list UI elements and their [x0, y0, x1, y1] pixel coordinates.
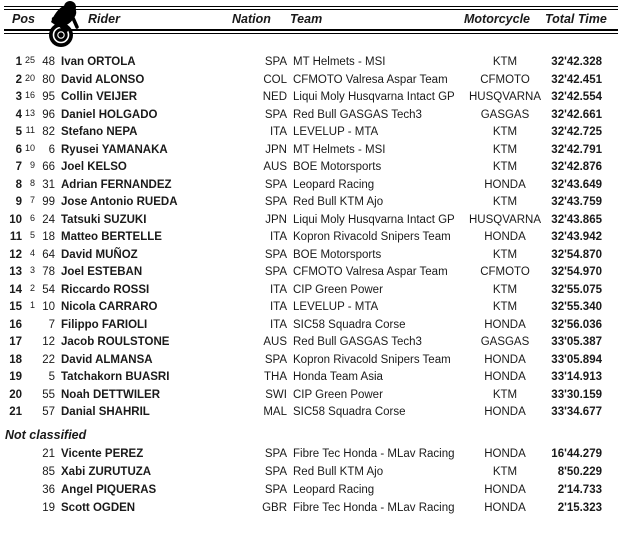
motorcycle-cell: HONDA — [484, 353, 526, 366]
pos-cell: 11 — [9, 231, 22, 243]
motorcycle-cell: HONDA — [484, 178, 526, 191]
motorcycle-cell: HUSQVARNA — [469, 213, 541, 226]
points-cell: 20 — [24, 72, 35, 83]
team-cell: LEVELUP - MTA — [293, 126, 379, 138]
nation-cell: ITA — [269, 126, 287, 138]
points-cell: 6 — [29, 212, 35, 223]
results-header — [0, 0, 623, 46]
result-row — [0, 54, 623, 72]
total-time-cell: 32'55.340 — [551, 301, 602, 313]
result-row — [0, 317, 623, 335]
team-cell: Red Bull KTM Ajo — [293, 196, 384, 208]
motorcycle-cell: GASGAS — [480, 336, 530, 348]
rider-number-cell: 96 — [42, 108, 55, 121]
rider-number-cell: 12 — [42, 336, 55, 348]
rider-name-cell: Daniel HOLGADO — [61, 108, 158, 121]
total-time-cell: 32'42.876 — [551, 161, 602, 173]
result-row — [0, 282, 623, 300]
rider-number-cell: 66 — [42, 161, 55, 173]
motorcycle-cell: HONDA — [484, 231, 526, 243]
result-row — [0, 352, 623, 370]
pos-cell: 8 — [15, 178, 22, 191]
total-time-cell: 32'42.661 — [551, 108, 602, 121]
total-time-cell: 33'05.387 — [551, 336, 602, 348]
pos-cell — [0, 482, 22, 500]
rider-name-cell: Ivan ORTOLA — [61, 56, 136, 68]
points-cell — [22, 482, 36, 500]
points-cell — [22, 334, 36, 352]
result-row — [0, 89, 623, 107]
header-top-line-1 — [4, 6, 618, 7]
rider-number-cell: 5 — [48, 371, 55, 383]
rider-number-cell: 24 — [42, 213, 55, 226]
points-cell — [22, 404, 36, 422]
results-table-body — [0, 54, 623, 422]
points-cell — [22, 464, 36, 482]
pos-cell: 6 — [15, 143, 22, 156]
team-cell: Liqui Moly Husqvarna Intact GP — [293, 213, 455, 226]
points-cell — [22, 387, 36, 405]
rider-name-cell: Matteo BERTELLE — [61, 231, 162, 243]
nation-cell: ITA — [269, 318, 287, 331]
results-table — [0, 54, 623, 422]
rider-name-cell: Joel ESTEBAN — [61, 266, 143, 278]
rider-name-cell: Jose Antonio RUEDA — [61, 196, 178, 208]
rider-name-cell: David ALMANSA — [61, 353, 153, 366]
motorcycle-cell: KTM — [492, 388, 518, 401]
nation-cell: SWI — [265, 388, 287, 401]
motorcycle-cell: CFMOTO — [480, 266, 530, 278]
result-row — [0, 264, 623, 282]
rider-name-cell: Joel KELSO — [61, 161, 127, 173]
motorcycle-cell: HUSQVARNA — [469, 91, 541, 103]
pos-cell: 20 — [9, 388, 22, 401]
result-row — [0, 124, 623, 142]
team-cell: LEVELUP - MTA — [293, 301, 379, 313]
rider-number-cell: 95 — [42, 91, 55, 103]
column-header-rider: Rider — [88, 12, 120, 26]
column-header-total-time: Total Time — [545, 12, 607, 26]
not-classified-table — [0, 446, 623, 518]
team-cell: SIC58 Squadra Corse — [293, 406, 406, 418]
total-time-cell: 32'42.725 — [551, 126, 602, 138]
pos-cell — [0, 500, 22, 518]
points-cell: 2 — [29, 282, 35, 293]
pos-cell: 7 — [15, 161, 22, 173]
rider-name-cell: Danial SHAHRIL — [61, 406, 150, 418]
points-cell: 16 — [24, 90, 35, 100]
points-cell: 10 — [24, 142, 35, 153]
rider-name-cell: Angel PIQUERAS — [61, 484, 157, 497]
result-row — [0, 369, 623, 387]
pos-cell: 18 — [9, 353, 22, 366]
rider-name-cell: Stefano NEPA — [61, 126, 138, 138]
total-time-cell: 32'43.865 — [551, 213, 602, 226]
total-time-cell: 32'54.870 — [551, 248, 602, 261]
nation-cell: SPA — [264, 196, 287, 208]
team-cell: Kopron Rivacold Snipers Team — [293, 353, 451, 366]
result-row — [0, 334, 623, 352]
rider-name-cell: Tatsuki SUZUKI — [61, 213, 147, 226]
header-top-line-2 — [4, 9, 618, 10]
result-row — [0, 142, 623, 160]
nation-cell: JPN — [265, 143, 287, 156]
points-cell: 3 — [29, 265, 35, 275]
header-bottom-line-2 — [4, 33, 618, 34]
rider-number-cell: 80 — [42, 73, 55, 86]
total-time-cell: 32'43.942 — [551, 231, 602, 243]
rider-name-cell: Xabi ZURUTUZA — [61, 466, 152, 479]
total-time-cell: 32'55.075 — [551, 283, 602, 296]
motorcycle-cell: GASGAS — [480, 108, 530, 121]
nation-cell: SPA — [264, 248, 287, 261]
not-classified-row — [0, 464, 623, 482]
points-cell — [22, 317, 36, 335]
points-cell: 8 — [29, 177, 35, 188]
result-row — [0, 247, 623, 265]
nation-cell: SPA — [264, 484, 287, 497]
points-cell: 7 — [29, 195, 35, 205]
nation-cell: THA — [264, 371, 287, 383]
rider-name-cell: Tatchakorn BUASRI — [61, 371, 170, 383]
rider-name-cell: Scott OGDEN — [61, 502, 136, 515]
rider-name-cell: Riccardo ROSSI — [61, 283, 150, 296]
rider-number-cell: 19 — [42, 502, 55, 515]
result-row — [0, 387, 623, 405]
column-header-nation: Nation — [232, 12, 271, 26]
nation-cell: SPA — [264, 266, 287, 278]
total-time-cell: 33'05.894 — [551, 353, 602, 366]
rider-number-cell: 55 — [42, 388, 55, 401]
rider-number-cell: 57 — [42, 406, 55, 418]
total-time-cell: 32'42.554 — [551, 91, 602, 103]
total-time-cell: 32'43.759 — [551, 196, 602, 208]
rider-name-cell: David ALONSO — [61, 73, 145, 86]
points-cell: 11 — [25, 125, 35, 135]
motorcycle-cell: HONDA — [484, 371, 526, 383]
team-cell: Red Bull KTM Ajo — [293, 466, 384, 479]
motorcycle-cell: KTM — [492, 56, 518, 68]
total-time-cell: 32'42.328 — [551, 56, 602, 68]
motorcycle-cell: HONDA — [484, 318, 526, 331]
points-cell — [22, 500, 36, 518]
total-time-cell: 8'50.229 — [557, 466, 602, 479]
rider-number-cell: 48 — [42, 56, 55, 68]
team-cell: Leopard Racing — [293, 178, 375, 191]
rider-number-cell: 7 — [48, 318, 55, 331]
rider-number-cell: 82 — [42, 126, 55, 138]
pos-cell — [0, 464, 22, 482]
team-cell: MT Helmets - MSI — [293, 56, 386, 68]
rider-name-cell: Noah DETTWILER — [61, 388, 161, 401]
total-time-cell: 33'34.677 — [551, 406, 602, 418]
motorcycle-cell: KTM — [492, 301, 518, 313]
nation-cell: GBR — [262, 502, 287, 515]
header-bottom-line-1 — [4, 29, 618, 31]
pos-cell: 12 — [9, 248, 22, 261]
rider-number-cell: 22 — [42, 353, 55, 366]
team-cell: Kopron Rivacold Snipers Team — [293, 231, 451, 243]
motorcycle-cell: KTM — [492, 466, 518, 479]
rider-number-cell: 10 — [42, 301, 55, 313]
total-time-cell: 33'30.159 — [551, 388, 602, 401]
not-classified-label: Not classified — [5, 428, 87, 442]
rider-number-cell: 78 — [42, 266, 55, 278]
team-cell: SIC58 Squadra Corse — [293, 318, 406, 331]
rider-name-cell: Jacob ROULSTONE — [61, 336, 170, 348]
pos-cell: 4 — [15, 108, 22, 121]
result-row — [0, 299, 623, 317]
nation-cell: SPA — [264, 353, 287, 366]
team-cell: Red Bull GASGAS Tech3 — [293, 108, 422, 121]
nation-cell: SPA — [264, 108, 287, 121]
rider-name-cell: Filippo FARIOLI — [61, 318, 148, 331]
not-classified-table-body — [0, 446, 623, 518]
result-row — [0, 404, 623, 422]
pos-cell: 2 — [15, 73, 22, 86]
rider-number-cell: 85 — [42, 466, 55, 479]
result-row — [0, 229, 623, 247]
team-cell: BOE Motorsports — [293, 161, 382, 173]
rider-name-cell: Vicente PEREZ — [61, 448, 144, 461]
team-cell: BOE Motorsports — [293, 248, 382, 261]
total-time-cell: 2'14.733 — [557, 484, 602, 497]
team-cell: CIP Green Power — [293, 283, 383, 296]
rider-name-cell: Collin VEIJER — [61, 91, 138, 103]
result-row — [0, 107, 623, 125]
rider-name-cell: Nicola CARRARO — [61, 301, 158, 313]
rider-number-cell: 64 — [42, 248, 55, 261]
nation-cell: MAL — [263, 406, 287, 418]
pos-cell: 10 — [9, 213, 22, 226]
total-time-cell: 32'43.649 — [551, 178, 602, 191]
motorcycle-cell: KTM — [492, 283, 518, 296]
column-header-team: Team — [290, 12, 323, 26]
nation-cell: SPA — [264, 448, 287, 461]
not-classified-row — [0, 482, 623, 500]
points-cell: 4 — [29, 247, 35, 258]
rider-number-cell: 6 — [48, 143, 55, 156]
pos-cell: 21 — [9, 406, 22, 418]
rider-number-cell: 99 — [42, 196, 55, 208]
result-row — [0, 72, 623, 90]
motorcycle-rider-icon — [45, 0, 83, 48]
team-cell: Red Bull GASGAS Tech3 — [293, 336, 422, 348]
motorcycle-cell: HONDA — [484, 448, 526, 461]
pos-cell: 19 — [9, 371, 22, 383]
points-cell — [22, 446, 36, 464]
total-time-cell: 32'56.036 — [551, 318, 602, 331]
motorcycle-cell: HONDA — [484, 406, 526, 418]
motorcycle-cell: KTM — [492, 143, 518, 156]
total-time-cell: 2'15.323 — [557, 502, 602, 515]
not-classified-row — [0, 500, 623, 518]
pos-cell: 16 — [9, 318, 22, 331]
nation-cell: COL — [263, 73, 287, 86]
rider-name-cell: David MUÑOZ — [61, 248, 138, 261]
team-cell: CIP Green Power — [293, 388, 383, 401]
points-cell — [22, 369, 36, 387]
rider-number-cell: 36 — [42, 484, 55, 497]
pos-cell: 1 — [15, 56, 22, 68]
team-cell: MT Helmets - MSI — [293, 143, 386, 156]
team-cell: CFMOTO Valresa Aspar Team — [293, 73, 448, 86]
points-cell: 9 — [29, 160, 35, 170]
motorcycle-cell: KTM — [492, 161, 518, 173]
team-cell: Honda Team Asia — [293, 371, 383, 383]
column-header-motorcycle: Motorcycle — [464, 12, 530, 26]
points-cell: 1 — [29, 300, 35, 310]
rider-number-cell: 54 — [42, 283, 55, 296]
motorcycle-cell: KTM — [492, 126, 518, 138]
result-row — [0, 212, 623, 230]
pos-cell: 3 — [15, 91, 22, 103]
total-time-cell: 32'42.451 — [551, 73, 602, 86]
rider-name-cell: Ryusei YAMANAKA — [61, 143, 168, 156]
rider-number-cell: 21 — [42, 448, 55, 461]
team-cell: Leopard Racing — [293, 484, 375, 497]
nation-cell: JPN — [265, 213, 287, 226]
result-row — [0, 177, 623, 195]
result-row — [0, 159, 623, 177]
nation-cell: AUS — [263, 336, 287, 348]
points-cell: 5 — [29, 230, 35, 240]
team-cell: Liqui Moly Husqvarna Intact GP — [293, 91, 455, 103]
pos-cell: 9 — [15, 196, 22, 208]
points-cell: 25 — [24, 55, 35, 65]
pos-cell: 5 — [15, 126, 22, 138]
total-time-cell: 33'14.913 — [551, 371, 602, 383]
nation-cell: AUS — [263, 161, 287, 173]
nation-cell: ITA — [269, 301, 287, 313]
pos-cell: 17 — [9, 336, 22, 348]
motorcycle-cell: CFMOTO — [480, 73, 530, 86]
points-cell — [22, 352, 36, 370]
motorcycle-cell: KTM — [492, 248, 518, 261]
nation-cell: SPA — [264, 466, 287, 479]
team-cell: Fibre Tec Honda - MLav Racing — [293, 502, 455, 515]
rider-number-cell: 31 — [42, 178, 55, 191]
nation-cell: NED — [262, 91, 287, 103]
rider-number-cell: 18 — [42, 231, 55, 243]
not-classified-row — [0, 446, 623, 464]
total-time-cell: 32'42.791 — [551, 143, 602, 156]
pos-cell: 14 — [9, 283, 22, 296]
nation-cell: ITA — [269, 231, 287, 243]
total-time-cell: 16'44.279 — [551, 448, 602, 461]
motorcycle-cell: HONDA — [484, 502, 526, 515]
column-header-pos: Pos — [12, 12, 35, 26]
rider-name-cell: Adrian FERNANDEZ — [61, 178, 172, 191]
pos-cell: 13 — [9, 266, 22, 278]
points-cell: 13 — [24, 107, 35, 118]
team-cell: Fibre Tec Honda - MLav Racing — [293, 448, 455, 461]
motorcycle-cell: HONDA — [484, 484, 526, 497]
team-cell: CFMOTO Valresa Aspar Team — [293, 266, 448, 278]
total-time-cell: 32'54.970 — [551, 266, 602, 278]
result-row — [0, 194, 623, 212]
nation-cell: SPA — [264, 178, 287, 191]
nation-cell: SPA — [264, 56, 287, 68]
pos-cell — [0, 446, 22, 464]
motorcycle-cell: KTM — [492, 196, 518, 208]
pos-cell: 15 — [9, 301, 22, 313]
nation-cell: ITA — [269, 283, 287, 296]
